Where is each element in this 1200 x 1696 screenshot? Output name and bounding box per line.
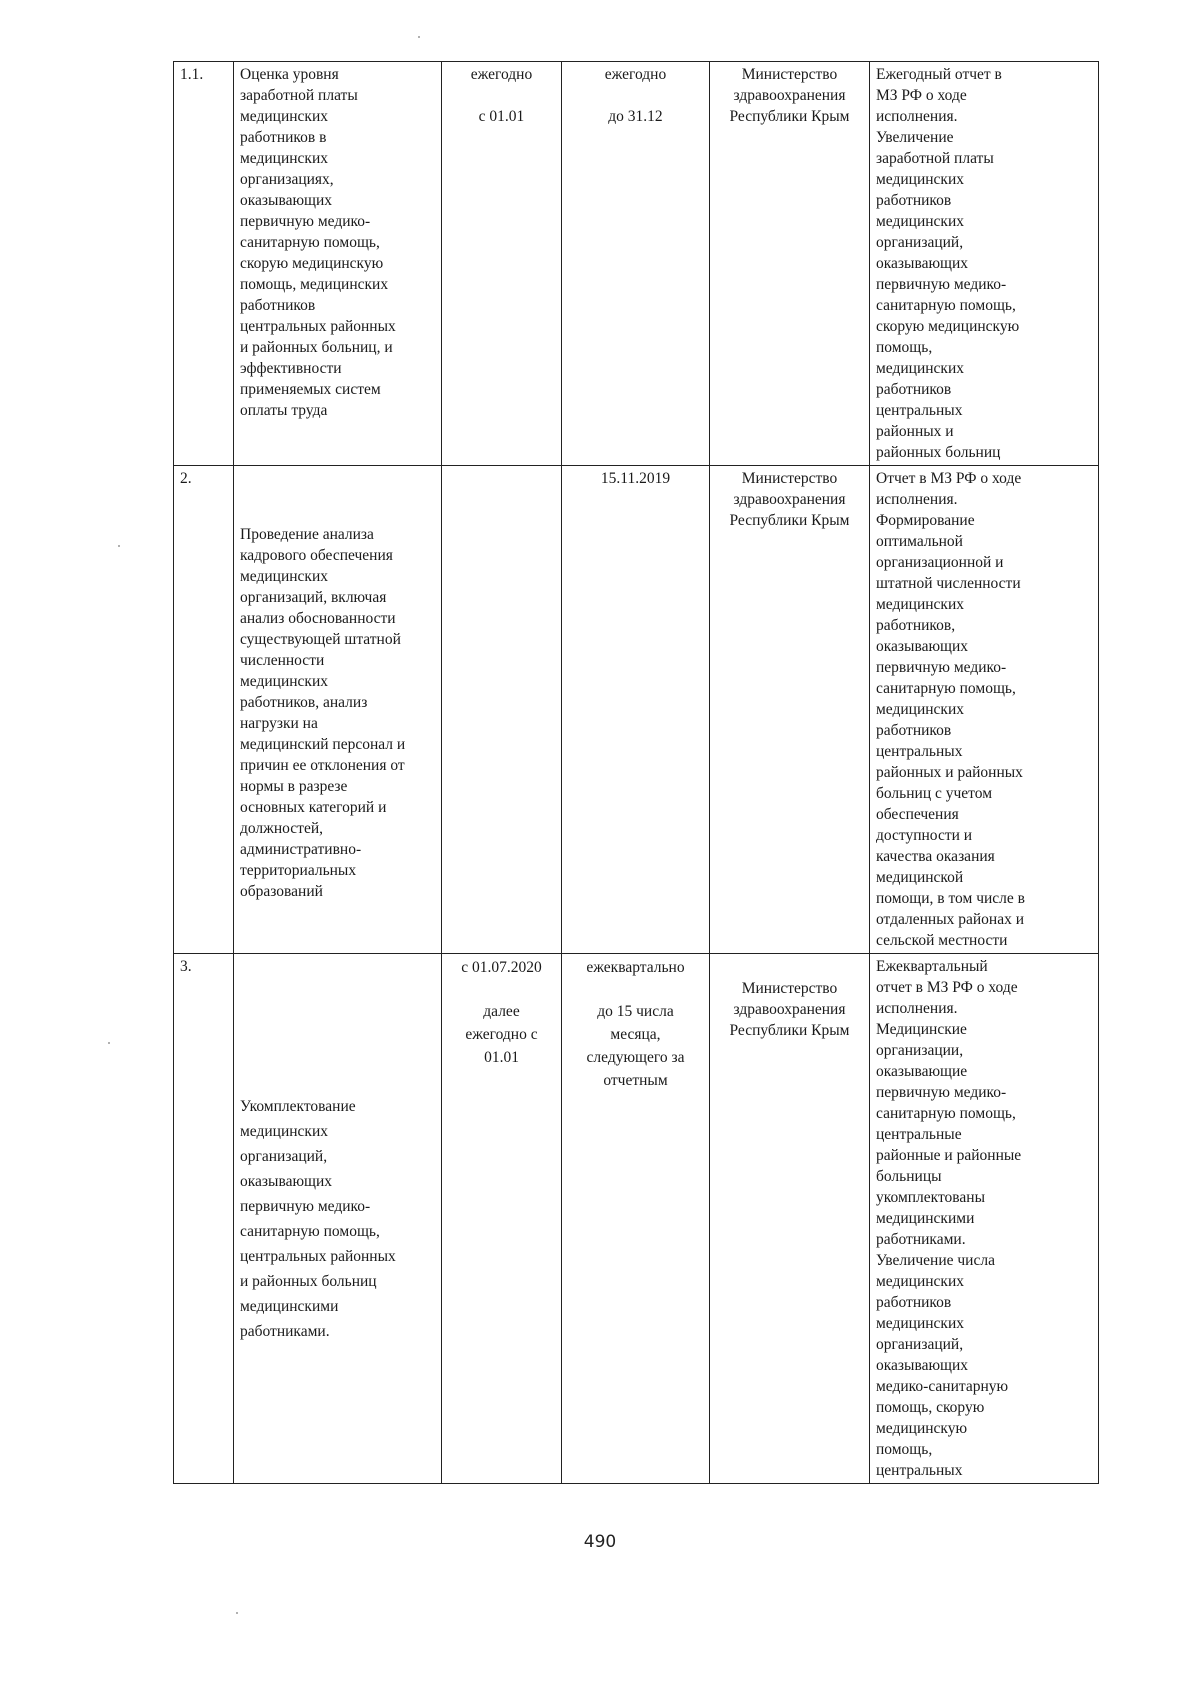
start-date-line: далее ежегодно с 01.01 [465, 1003, 538, 1066]
responsible-text: Министерство здравоохранения Республики Крым [729, 66, 850, 125]
page-number: 490 [583, 1532, 617, 1552]
table-row [174, 954, 1099, 1484]
expected-result [870, 466, 1099, 954]
expected-result [870, 62, 1099, 466]
result-text: Ежегодный отчет в МЗ РФ о ходе исполнения. Увеличение заработной платы медицинских работников медицинских организаций, оказывающих первичную медико- санитарную помощь, скорую медицинскую помощь, медицинских работников центральных районных и районных больниц [876, 66, 1020, 461]
scan-speck [118, 545, 120, 547]
scan-speck [236, 1612, 238, 1614]
task-text: Оценка уровня заработной платы медицинских работников в медицинских организациях, оказывающих первичную медико- санитарную помощь, скорую медицинскую помощь, медицинских работников центральных районных и районных больниц, и эффективности применяемых систем оплаты труда [240, 66, 396, 419]
row-number: 1.1. [174, 62, 234, 466]
end-date-line: 15.11.2019 [600, 470, 671, 487]
scan-speck [108, 1042, 110, 1044]
responsible-executor [710, 954, 870, 1484]
task-description [234, 62, 442, 466]
end-date [562, 466, 710, 954]
start-date-line: с 01.01 [478, 108, 525, 125]
end-date-line: до 31.12 [608, 108, 663, 125]
scan-speck [418, 36, 420, 38]
result-text: Ежеквартальный отчет в МЗ РФ о ходе исполнения. Медицинские организации, оказывающие первичную медико- санитарную помощь, центральные районные и районные больницы укомплектованы медицинскими работниками. Увеличение числа медицинских работников медицинских организаций, оказывающих медико-санитарную помощь, скорую медицинскую помощь, центральных [876, 958, 1022, 1479]
end-date-line: ежеквартально [586, 959, 685, 976]
action-plan-table [173, 61, 1099, 1484]
start-date-line: с 01.07.2020 [461, 959, 542, 976]
row-number: 2. [174, 466, 234, 954]
task-text: Укомплектование медицинских организаций, оказывающих первичную медико- санитарную помощь, центральных районных и районных больниц медицинскими работниками. [240, 1097, 396, 1340]
end-date-line: ежегодно [604, 66, 667, 83]
start-date-line: ежегодно [470, 66, 533, 83]
table-row [174, 62, 1099, 466]
expected-result [870, 954, 1099, 1484]
responsible-text: Министерство здравоохранения Республики Крым [729, 980, 850, 1039]
task-text: Проведение анализа кадрового обеспечения медицинских организаций, включая анализ обоснованности существующей штатной численности медицинских работников, анализ нагрузки на медицинский персонал и причин ее отклонения от нормы в разрезе основных категорий и должностей, административно- территориальных образований [240, 526, 406, 900]
start-date [442, 62, 562, 466]
responsible-executor [710, 62, 870, 466]
row-number: 3. [174, 954, 234, 1484]
result-text: Отчет в МЗ РФ о ходе исполнения. Формирование оптимальной организационной и штатной численности медицинских работников, оказывающих первичную медико- санитарную помощь, медицинских работников центральных районных и районных больниц с учетом обеспечения доступности и качества оказания медицинской помощи, в том числе в отдаленных районах и сельской местности [876, 470, 1025, 949]
responsible-executor [710, 466, 870, 954]
end-date-line: до 15 числа месяца, следующего за отчетным [586, 1003, 685, 1089]
start-date [442, 954, 562, 1484]
responsible-text: Министерство здравоохранения Республики Крым [729, 470, 850, 529]
table-row [174, 466, 1099, 954]
task-description [234, 954, 442, 1484]
task-description [234, 466, 442, 954]
end-date [562, 62, 710, 466]
start-date [442, 466, 562, 954]
end-date [562, 954, 710, 1484]
